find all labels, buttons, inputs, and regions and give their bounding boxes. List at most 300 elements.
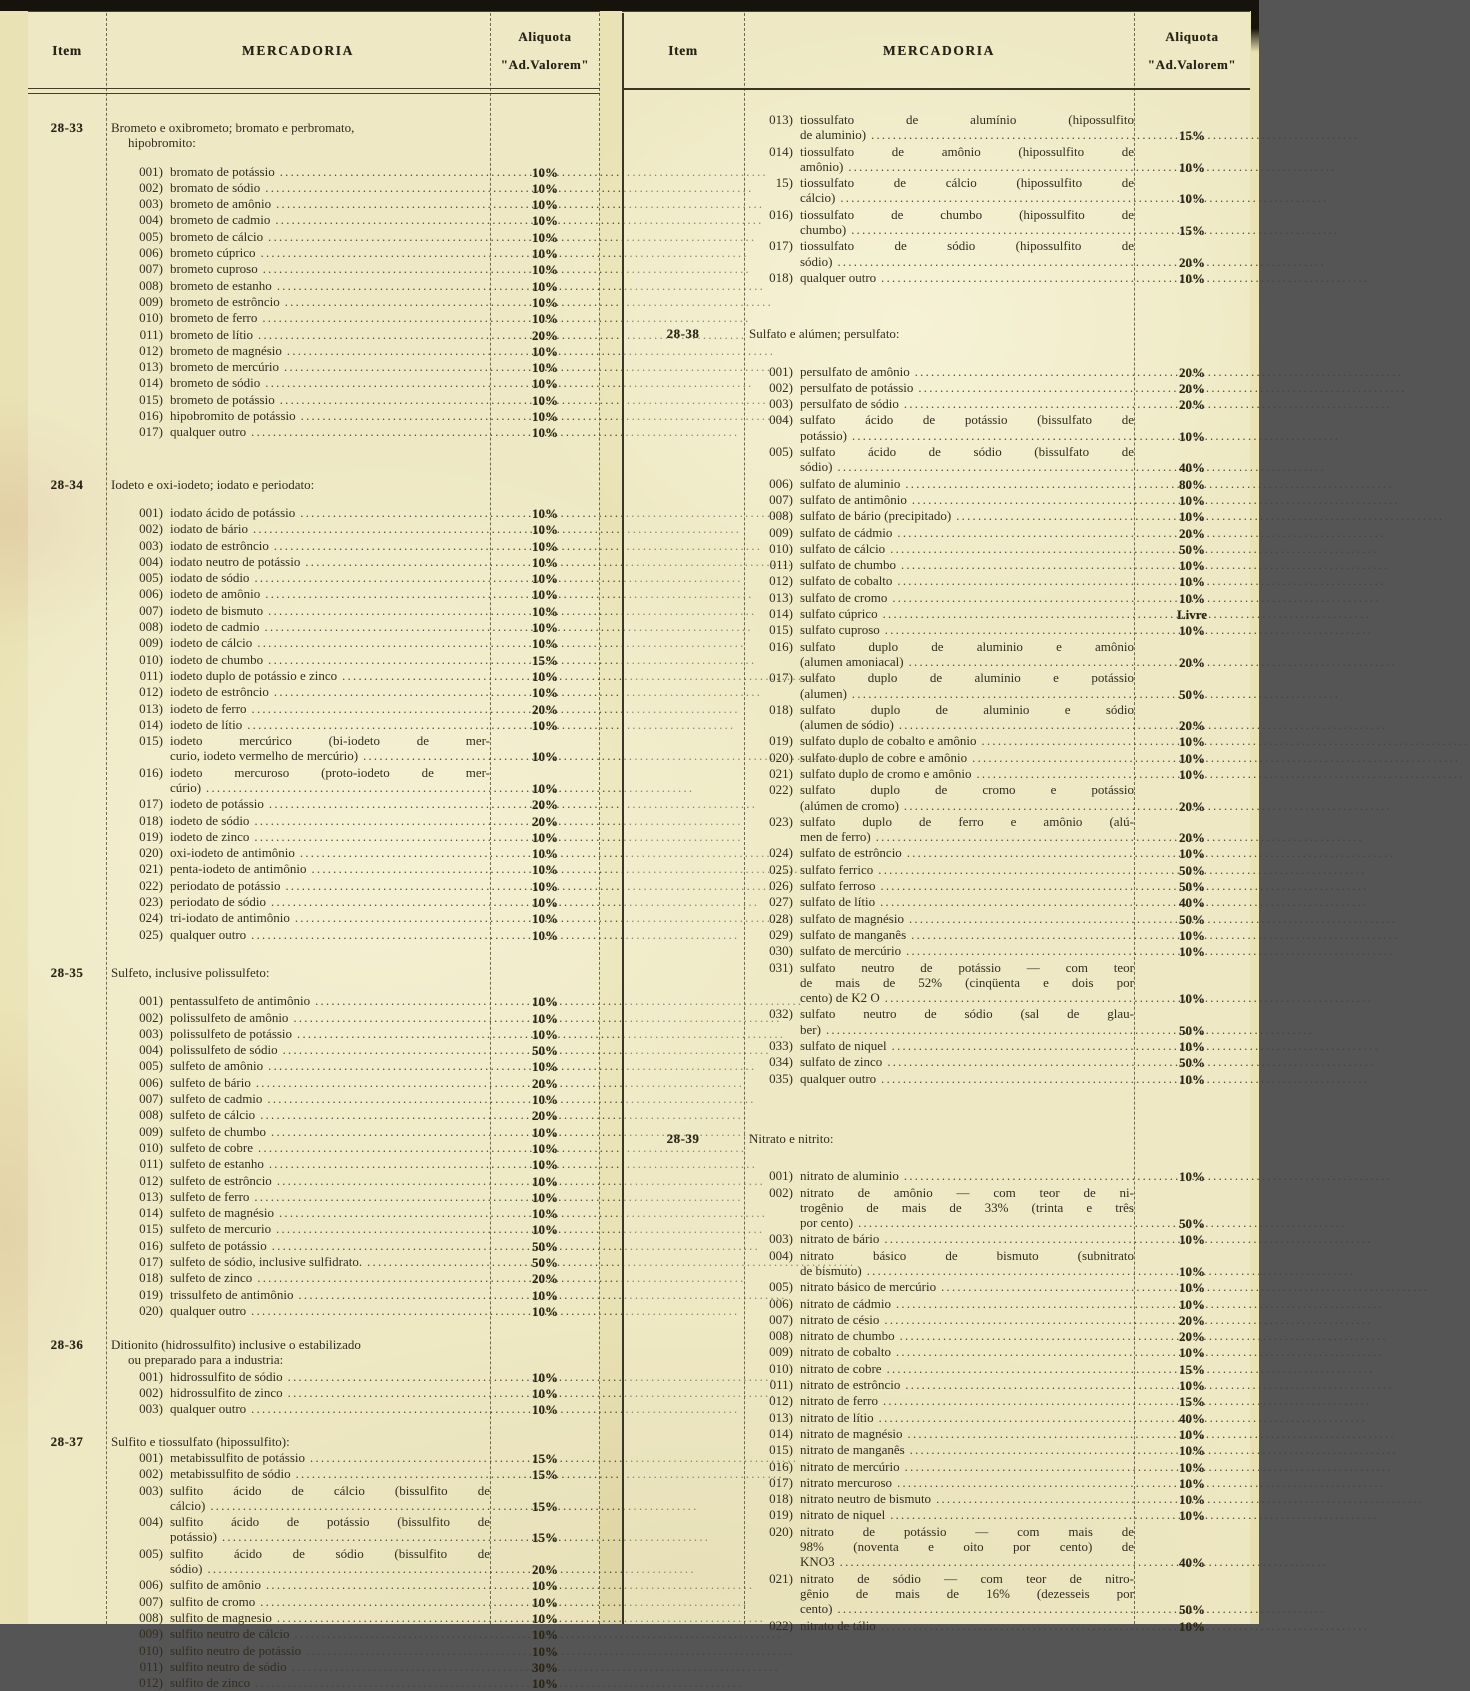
dot-leader [254,813,487,829]
item-description-line [170,586,490,602]
dot-leader [257,635,487,651]
item-description [170,229,490,245]
item-rate-value: 10% [1179,1039,1205,1055]
item-number: 013) [139,700,163,716]
tariff-item-row [28,261,600,277]
item-number: 004) [139,212,163,228]
item-description [170,878,490,894]
item-rate-value: 10% [1179,1492,1205,1508]
section-items [28,164,600,441]
item-description-text: ber) [800,1021,821,1037]
item-description-line [170,796,490,812]
item-description-line [170,652,490,668]
tariff-item-row [622,639,1250,671]
item-description [170,1369,490,1385]
item-description-line [800,1263,1134,1279]
tariff-item-row [622,702,1250,734]
dot-leader [255,1675,487,1691]
section-code: 28-34 [50,476,84,492]
item-description-text: sulfato duplo de cobre e amônio [800,749,968,765]
item-rate-value: 10% [1179,1345,1205,1361]
item-rate-value: 50% [532,1255,558,1270]
section-title-line: Nitrato e nitrito: [749,1130,834,1146]
dot-leader [972,750,1131,766]
item-description-line [800,1410,1134,1426]
item-description [800,1393,1134,1409]
item-rate-value: 10% [532,1303,558,1319]
tariff-item-row [622,1393,1250,1409]
item-number: 003) [139,1482,163,1498]
item-number: 010) [139,310,163,326]
dot-leader [222,1529,487,1545]
item-description-line [170,359,490,375]
item-description-text: sulfato duplo de cromo e amônio [800,765,972,781]
item-description-line [170,1594,490,1610]
tariff-item-row [622,1507,1250,1523]
item-number: 018) [769,1491,793,1507]
tariff-item-row [28,1483,600,1515]
section-title [106,120,490,151]
item-description [800,590,1134,606]
dot-leader [876,829,1131,845]
dot-leader [252,701,487,717]
item-description-text: brometo cuproso [170,261,258,277]
item-description-line [800,396,1134,412]
item-description-line [170,1075,490,1091]
item-description-text: sulfato de cádmio [800,524,893,540]
dot-leader [272,1238,487,1254]
item-description-line: sulfito ácido de cálcio (bissulfito de [170,1482,490,1498]
item-rate-value: 15% [1179,1361,1205,1377]
item-description-text: chumbo) [800,222,847,238]
item-description [170,212,490,228]
item-description [800,1071,1134,1087]
tariff-section [28,1434,600,1691]
item-description-text: brometo de estanho [170,277,272,293]
item-description-line [170,878,490,894]
item-description-text: nitrato de cobalto [800,1344,891,1360]
item-description-line [170,1610,490,1626]
section-title-line: hipobromito: [128,135,196,151]
item-description-text: iodeto de lítio [170,716,243,732]
item-number: 005) [769,444,793,460]
tariff-item-row [622,1344,1250,1360]
item-number: 003) [139,1401,163,1417]
item-description [170,1107,490,1123]
item-description-line [800,1554,1134,1570]
item-description-text: iodato de estrôncio [170,537,269,553]
item-description-text: sulfato de manganês [800,926,907,942]
item-description [170,1659,490,1675]
item-description-line [170,1498,490,1514]
item-description-line [170,1140,490,1156]
item-description [800,1618,1134,1634]
tariff-item-row [28,878,600,894]
item-description-line [800,845,1134,861]
item-description-line [170,505,490,521]
item-number: 006) [139,1577,163,1593]
item-number: 016) [769,638,793,654]
item-description-text: pentassulfeto de antimônio [170,993,311,1009]
column-header-item: Item [52,42,82,58]
item-rate-value: 10% [532,587,558,603]
item-description-line [170,927,490,943]
tariff-item-row [28,1221,600,1237]
item-number: 017) [769,1474,793,1490]
dot-leader [897,573,1131,589]
item-description-line: sulfato duplo de cromo e potássio [800,782,1134,798]
item-description-line [170,424,490,440]
tariff-item-row [622,733,1250,749]
dot-leader [906,943,1131,959]
dot-leader [293,1010,487,1026]
item-description-text: sulfeto de mercurio [170,1221,272,1237]
item-number: 008) [769,1328,793,1344]
tariff-item-row [28,1091,600,1107]
item-rate-value: 10% [1179,927,1205,943]
item-description-text: cúrio) [170,779,202,795]
dot-leader [885,990,1131,1006]
item-description [170,196,490,212]
item-number: 013) [769,1409,793,1425]
tariff-item-row [28,1546,600,1578]
tariff-item-row [28,894,600,910]
item-description-line [800,476,1134,492]
item-description-line [800,943,1134,959]
item-description [800,1459,1134,1475]
item-description-text: iodeto de amônio [170,586,261,602]
tariff-item-row [622,412,1250,444]
item-description-line [170,845,490,861]
tariff-item-row [28,375,600,391]
dot-leader [306,1643,487,1659]
item-description-line: tiossulfato de cálcio (hipossulfito de [800,175,1134,191]
item-description-text: sulfito neutro de potássio [170,1642,302,1658]
item-description [170,652,490,668]
item-description [800,1442,1134,1458]
dot-leader [897,525,1131,541]
item-number: 011) [139,1156,163,1172]
dot-leader [263,261,487,277]
item-description-text: qualquer outro [170,926,247,942]
item-rate-value: 50% [1179,1055,1205,1071]
item-description-line [170,635,490,651]
item-description [800,606,1134,622]
item-description [170,164,490,180]
item-description-line [170,1561,490,1577]
item-description-line [170,408,490,424]
item-description [800,1524,1134,1571]
dot-leader [269,796,487,812]
tariff-item-row [28,1369,600,1385]
item-rate-value: 10% [1179,509,1205,525]
tariff-item-row [622,670,1250,702]
section-items [622,364,1250,1087]
item-number: 021) [139,861,163,877]
dot-leader [251,927,487,943]
dot-leader [208,1561,488,1577]
dot-leader [840,1554,1131,1570]
item-description-text: sulfato de aluminio [800,475,901,491]
item-description-line [170,1270,490,1286]
item-description-line [170,1385,490,1401]
item-number: 005) [139,228,163,244]
item-rate-value: 10% [532,197,558,213]
item-description-line [170,1659,490,1675]
item-description [170,1626,490,1642]
item-description [800,622,1134,638]
item-description [800,1168,1134,1184]
item-description-text: potássio) [170,1529,217,1545]
dot-leader [268,603,487,619]
item-rate-value: 10% [1179,1169,1205,1185]
item-description [170,1385,490,1401]
item-rate-value: 10% [532,180,558,196]
dot-leader [915,364,1131,380]
dot-leader [295,910,487,926]
tariff-item-row [622,1459,1250,1475]
item-rate-value: 10% [1179,590,1205,606]
item-description-line [800,525,1134,541]
item-number: 015) [139,1221,163,1237]
item-description-text: nitrato de aluminio [800,1168,899,1184]
item-description-line: sulfato neutro de potássio — com teor [800,959,1134,975]
item-description [170,1675,490,1691]
dot-leader [909,911,1131,927]
item-description-line [170,717,490,733]
tariff-item-row [622,1426,1250,1442]
item-description-line [800,766,1134,782]
aliquota-spacer [490,1337,600,1368]
dot-leader [271,1124,487,1140]
item-description-line [170,196,490,212]
item-description-line [170,668,490,684]
item-description-line [170,164,490,180]
item-number: 019) [769,733,793,749]
item-description-text: sulfato cuproso [800,622,880,638]
item-description-text: polissulfeto de potássio [170,1025,293,1041]
dot-leader [292,1659,487,1675]
item-description [170,1124,490,1140]
item-number: 006) [139,1074,163,1090]
item-description [170,1594,490,1610]
tariff-item-row [622,878,1250,894]
tariff-item-row [28,1303,600,1319]
tariff-item-row [28,1287,600,1303]
tariff-item-row [622,1361,1250,1377]
item-description-line [800,541,1134,557]
dot-leader [285,878,487,894]
item-rate-value: 10% [1179,1280,1205,1296]
tariff-item-row [28,570,600,586]
tariff-item-row [622,1491,1250,1507]
item-number: 024) [139,910,163,926]
item-number: 025) [139,926,163,942]
dot-leader [251,424,487,440]
section-header-row [622,326,1250,341]
header-rule [622,88,1250,90]
item-description [800,894,1134,910]
section-title-line: Brometo e oxibrometo; bromato e perbromato, [111,120,355,135]
item-description [800,1491,1134,1507]
item-description-text: brometo de sódio [170,375,261,391]
item-number: 015) [139,733,163,749]
dot-leader [884,1312,1131,1328]
item-description [800,1248,1134,1280]
item-description [170,1010,490,1026]
item-number: 020) [139,845,163,861]
item-number: 011) [769,557,793,573]
item-number: 021) [769,765,793,781]
item-description [170,1401,490,1417]
item-description-text: sulfato cúprico [800,606,878,622]
item-number: 032) [769,1006,793,1022]
dot-leader [851,222,1131,238]
item-description [170,180,490,196]
tariff-item-row [622,1524,1250,1571]
item-description-line [800,1312,1134,1328]
dot-leader [367,1254,487,1270]
tariff-item-row [28,1042,600,1058]
item-description-line [170,894,490,910]
item-description-line [800,750,1134,766]
item-number: 010) [769,540,793,556]
section-code: 28-35 [50,964,84,980]
section-title-line: Ditionito (hidrossulfito) inclusive o estabilizado [111,1337,361,1353]
dot-leader [251,1303,487,1319]
item-description-line [800,1022,1134,1038]
item-description-text: nitrato de tálio [800,1617,876,1633]
section-items [28,505,600,943]
item-description [170,375,490,391]
item-description-text: sulfito neutro de sódio [170,1658,287,1674]
item-description-text: iodeto de bismuto [170,602,264,618]
item-rate-value: 50% [1179,862,1205,878]
item-description-line [170,1026,490,1042]
tariff-item-row [28,1466,600,1482]
item-description-line [800,254,1134,270]
item-number: 029) [769,926,793,942]
tariff-item-row [622,1618,1250,1634]
item-rate-value: 10% [1179,191,1205,207]
tariff-item-row [622,396,1250,412]
table-body-right [622,94,1250,1634]
item-description-line: trogênio de mais de 33% (trinta e três [800,1199,1134,1215]
item-number: 003) [769,396,793,412]
item-number: 031) [769,959,793,975]
tariff-item-row [622,1296,1250,1312]
item-description-line [800,1215,1134,1231]
item-description-line: sulfato ácido de sódio (bissulfato de [800,444,1134,460]
item-number: 004) [139,1514,163,1530]
tariff-section [28,120,600,441]
item-description [800,1038,1134,1054]
item-description [800,1054,1134,1070]
item-rate-value: 20% [1179,397,1205,413]
item-description [170,796,490,812]
item-number: 013) [769,589,793,605]
dot-leader [837,1601,1131,1617]
tariff-item-row [28,993,600,1009]
item-description [170,861,490,877]
item-description-text: qualquer outro [170,424,247,440]
item-description-text: brometo de estrôncio [170,293,280,309]
item-number: 008) [139,277,163,293]
tariff-item-row [622,606,1250,622]
dot-leader [260,1594,487,1610]
item-description [170,327,490,343]
section-items [622,112,1250,286]
dot-leader [918,380,1131,396]
item-rate-value: 10% [1179,1508,1205,1524]
dot-leader [908,1426,1131,1442]
dot-leader [265,586,487,602]
item-number: 019) [139,1286,163,1302]
dot-leader [887,1361,1131,1377]
item-rate-value: 50% [1179,686,1205,702]
tariff-item-row [28,1107,600,1123]
item-description-text: sulfato de cobalto [800,573,893,589]
item-description-line: nitrato de potássio — com mais de [800,1523,1134,1539]
item-description-line [170,603,490,619]
tariff-item-row [28,668,600,684]
item-description-text: iodato de bário [170,521,248,537]
tariff-item-row [622,444,1250,476]
item-rate-value: 15% [532,1498,558,1514]
item-number: 012) [769,1393,793,1409]
item-number: 001) [139,163,163,179]
item-rate-value: 20% [1179,654,1205,670]
dot-leader [315,993,487,1009]
dot-leader [905,1459,1131,1475]
item-number: 028) [769,910,793,926]
item-description-text: sulfato de zinco [800,1054,883,1070]
tariff-item-row [28,717,600,733]
item-number: 011) [139,667,163,683]
item-number: 001) [769,363,793,379]
item-description [800,175,1134,207]
item-description-text: nitrato de magnésio [800,1425,903,1441]
item-description [170,1514,490,1546]
item-description-line [170,1238,490,1254]
item-rate-value: 10% [1179,1475,1205,1491]
dot-leader [254,829,487,845]
item-description-line [800,1071,1134,1087]
item-description-text: sulfeto de sódio, inclusive sulfidrato. [170,1254,363,1269]
section-title [106,965,490,980]
dot-leader [900,1328,1131,1344]
tariff-item-row [622,508,1250,524]
item-description-line [800,733,1134,749]
item-description-text: sulfito neutro de cálcio [170,1626,290,1642]
item-rate-value: 20% [1179,798,1205,814]
item-rate-value: 10% [532,554,558,570]
item-rate-value: 15% [532,1467,558,1483]
table-body-left [28,94,600,1691]
item-description-text: nitrato de estrôncio [800,1377,901,1393]
item-description-line [800,1279,1134,1295]
item-description-line [170,392,490,408]
item-description-text: metabissulfito de potássio [170,1449,306,1465]
dot-leader [283,1042,487,1058]
item-description-line [170,1221,490,1237]
item-number: 013) [769,112,793,127]
item-description-line [170,1450,490,1466]
item-description-line [800,1344,1134,1360]
tariff-item-row [622,1377,1250,1393]
tariff-item-row [622,207,1250,239]
item-number: 013) [139,359,163,375]
